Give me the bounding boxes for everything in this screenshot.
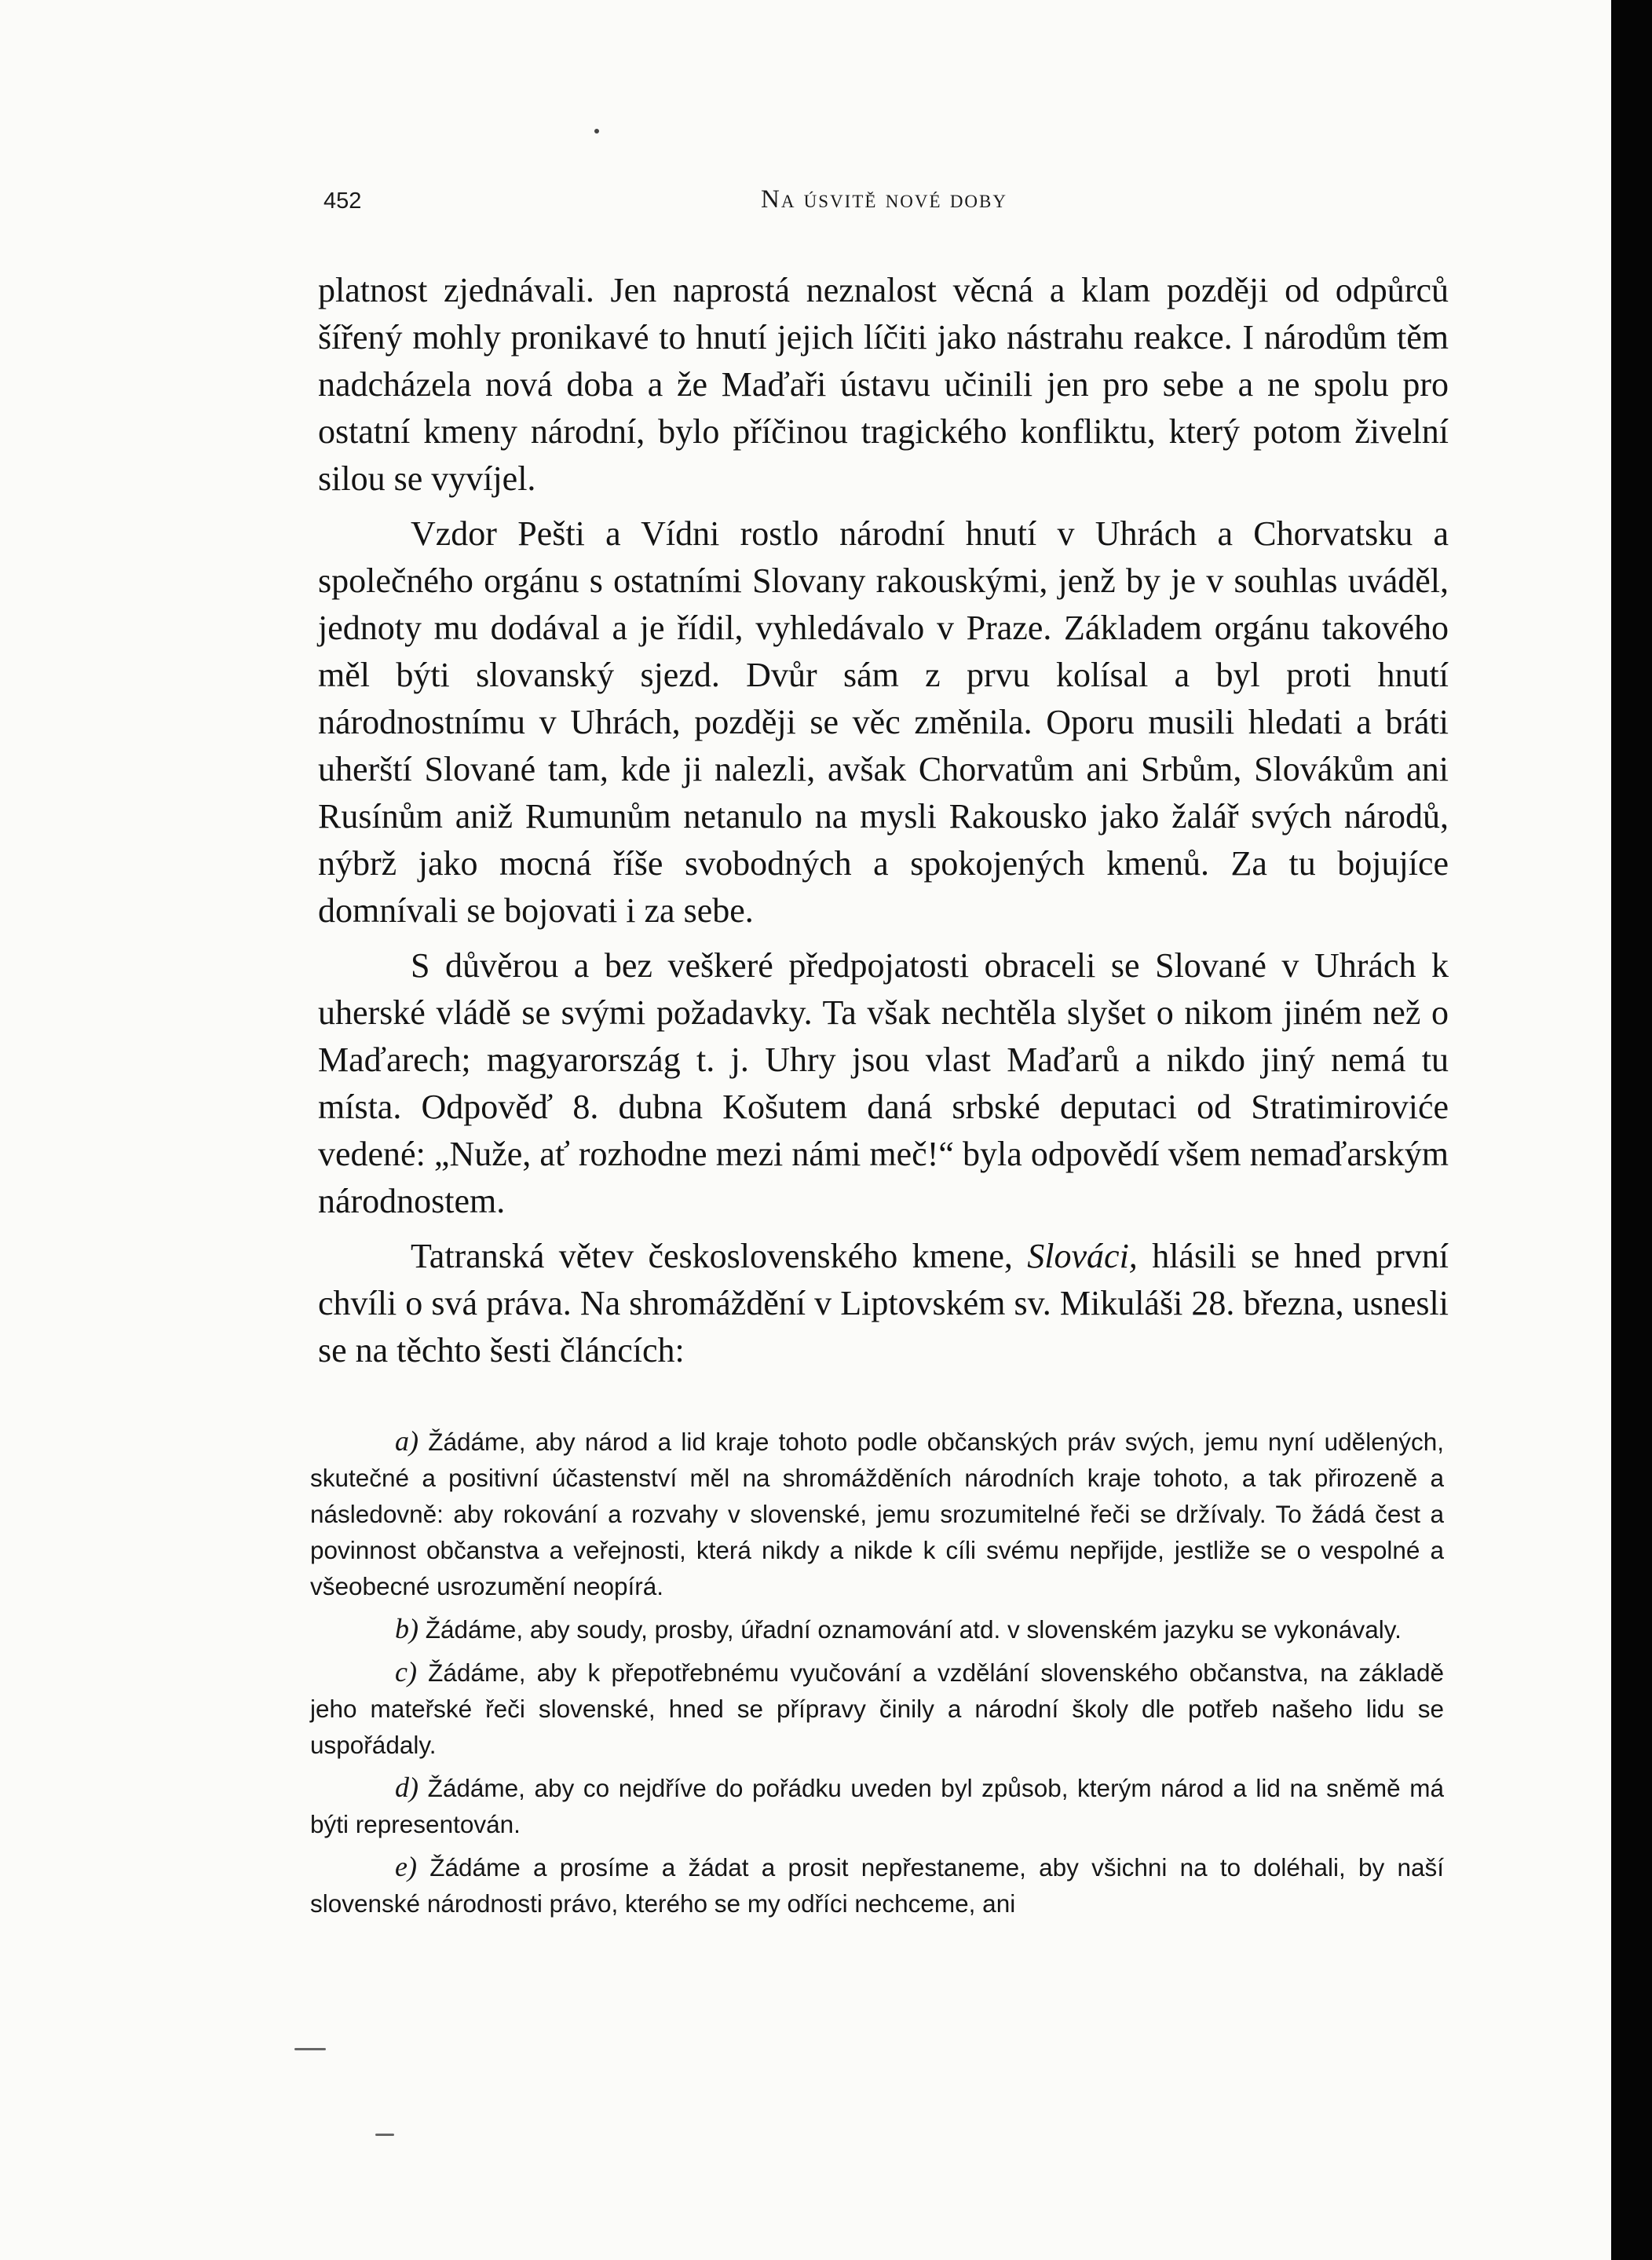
- scan-border: [1611, 0, 1652, 2260]
- article-letter: e): [395, 1851, 417, 1882]
- paragraph-3: S důvěrou a bez veškeré předpojatosti obraceli se Slované v Uhrách k uherské vládě se svými požadavky. Ta však nechtěla slyšet o nikom jiném než o Maďarech; magyarország t. j. Uhry jsou vlast Maďarů a nikdo jiný nemá tu místa. Odpověď 8. dubna Košutem daná srbské deputaci od Stratimiroviće vedené: „Nuže, ať rozhodne mezi námi meč!“ byla odpovědí všem nemaďarským národnostem.: [318, 946, 1449, 1220]
- article-letter: a): [395, 1425, 418, 1457]
- paragraph-4-italic: Slováci,: [1027, 1237, 1138, 1275]
- paragraph-2: Vzdor Pešti a Vídni rostlo národní hnutí v Uhrách a Chorvatsku a společného orgánu s ostatními Slovany rakouskými, jenž by je v souhlas uváděl, jednoty mu dodával a je řídil, vyhledávalo v Praze. Základem orgánu takového měl býti slovanský sjezd. Dvůr sám z prvu kolísal a byl proti hnutí národnostnímu v Uhrách, později se věc změnila. Oporu musili hledati a bráti uherští Slované tam, kde ji nalezli, avšak Chorvatům ani Srbům, Slovákům ani Rusínům aniž Rumunům netanulo na mysli Rakousko jako žalář svých národů, nýbrž jako mocná říše svobodných a spokojených kmenů. Za tu bojujíce domnívali se bojovati i za sebe.: [318, 514, 1449, 930]
- scan-speck: [594, 129, 599, 133]
- article-text: Žádáme, aby soudy, prosby, úřadní oznamování atd. v slovenském jazyku se vykonávaly.: [425, 1615, 1402, 1644]
- running-title: Na úsvitě nové doby: [760, 185, 1007, 214]
- article-text: Žádáme, aby k přepotřebnému vyučování a vzdělání slovenského občanstva, na základě jeho mateřské řeči slovenské, hned se přípravy činily a národní školy dle potřeb našeho lidu se uspořádaly.: [310, 1658, 1444, 1759]
- article-letter: b): [395, 1613, 418, 1644]
- page-header: [323, 185, 1445, 225]
- article-letter: d): [395, 1772, 418, 1803]
- article-text: Žádáme, aby co nejdříve do pořádku uveden byl způsob, kterým národ a lid na sněmě má býti representován.: [310, 1774, 1444, 1838]
- article-b: [310, 1611, 1444, 1647]
- paragraph-4: [318, 1233, 1449, 1374]
- article-a: [310, 1423, 1444, 1604]
- paragraph-4-start: Tatranská větev československého kmene,: [411, 1237, 1028, 1275]
- article-text: Žádáme a prosíme a žádat a prosit nepřestaneme, aby všichni na to doléhali, by naší slovenské národnosti právo, kterého se my odříci nechceme, ani: [310, 1853, 1444, 1918]
- paragraph-4-end: hlásili se hned první chvíli o svá práva. Na shromáždění v Liptovském sv. Mikuláši 28. března, usnesli se na těchto šesti článcích:: [318, 1237, 1449, 1370]
- page-number: 452: [323, 188, 362, 214]
- article-list: [310, 1423, 1444, 1928]
- article-text: Žádáme, aby národ a lid kraje tohoto podle občanských práv svých, jemu nyní udělených, skutečné a positivní účastenství měl na shromážděních národních kraje tohoto, a tak přirozeně a následovně: aby rokování a rozvahy v slovenské, jemu srozumitelné řeči se držívaly. To žádá čest a povinnost občanstva a veřejnosti, která nikdy a nikde k cíli svému nepřijde, jestliže se o vespolné a všeobecné usrozumění neopírá.: [310, 1428, 1444, 1600]
- paragraph-1: platnost zjednávali. Jen naprostá neznalost věcná a klam později od odpůrců šířený mohly pronikavé to hnutí jejich líčiti jako nástrahu reakce. I národům těm nadcházela nová doba a že Maďaři ústavu učinili jen pro sebe a ne spolu pro ostatní kmeny národní, bylo příčinou tragického konfliktu, který potom živelní silou se vyvíjel.: [318, 271, 1449, 498]
- main-text: [318, 267, 1449, 1374]
- article-c: [310, 1654, 1444, 1763]
- article-e: [310, 1849, 1444, 1922]
- article-d: [310, 1769, 1444, 1842]
- scan-speck: [294, 2048, 326, 2050]
- scan-speck: [375, 2134, 394, 2136]
- article-letter: c): [395, 1656, 417, 1688]
